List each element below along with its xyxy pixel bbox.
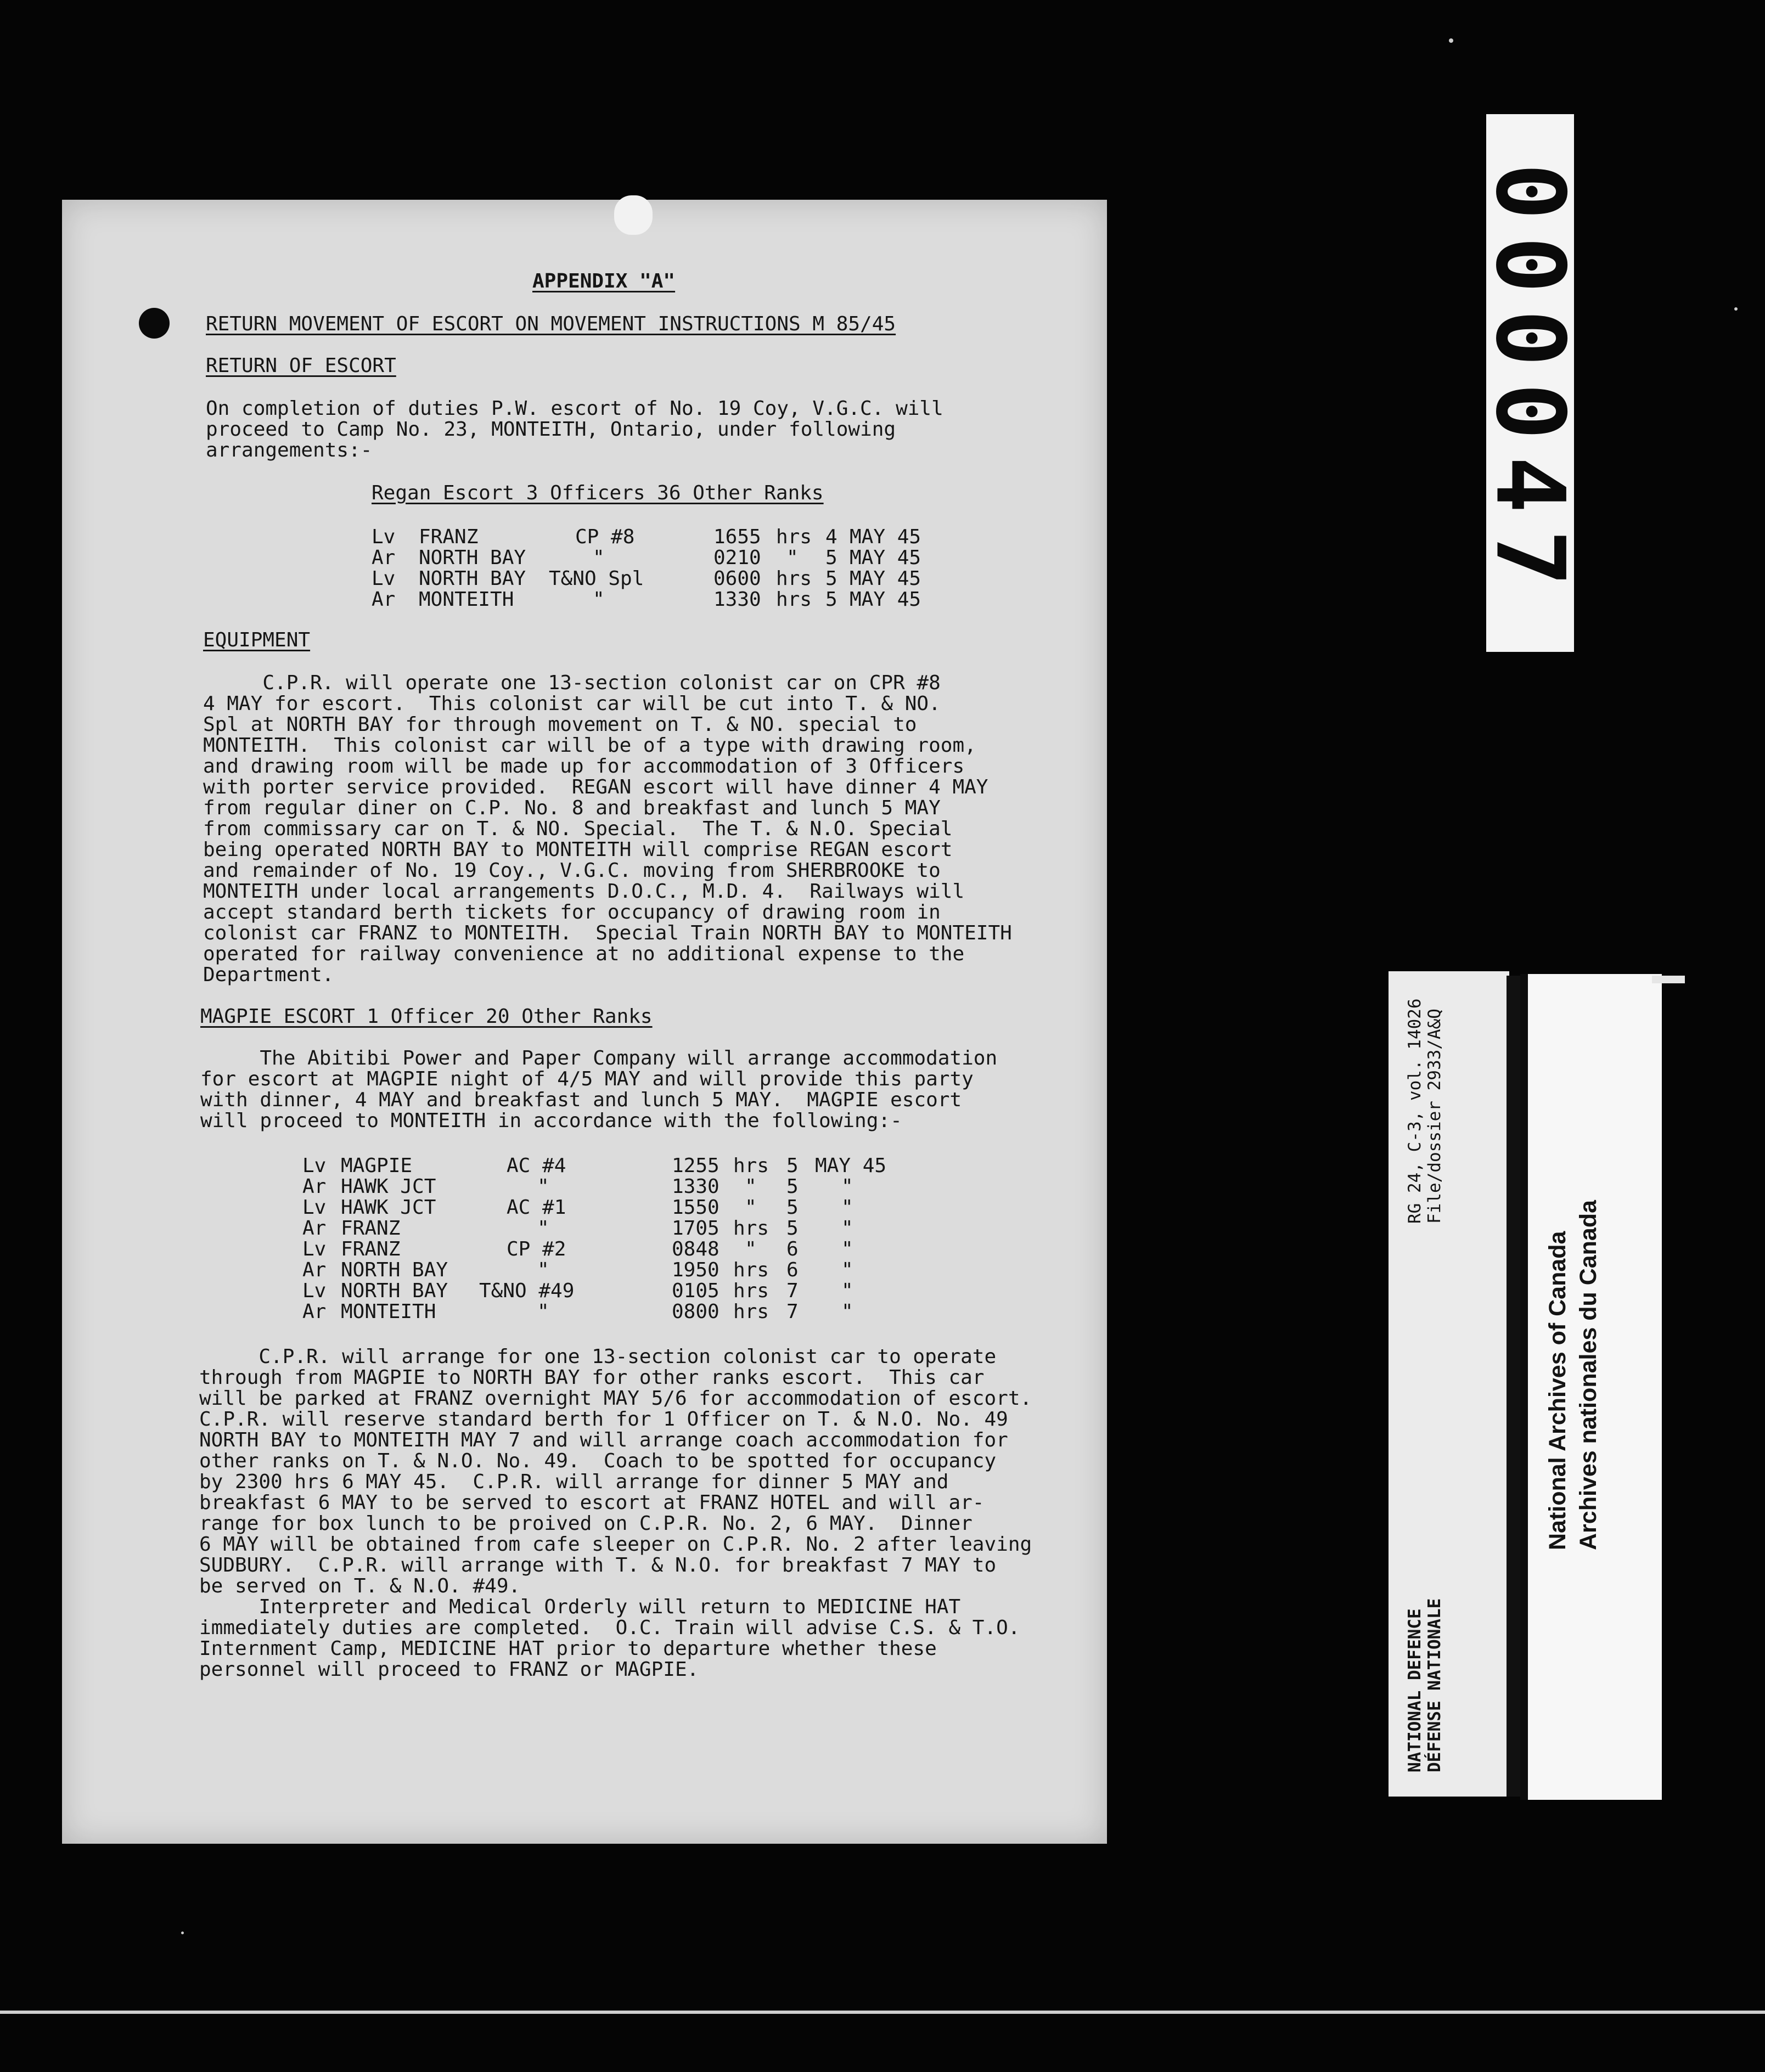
closing-line: range for box lunch to be proived on C.P.R. No. 2, 6 MAY. Dinner <box>199 1512 973 1535</box>
schedule-unit: hrs <box>733 1155 769 1177</box>
equipment-heading: EQUIPMENT <box>203 629 311 651</box>
schedule-unit: hrs <box>733 1217 769 1240</box>
schedule-direction: Ar <box>372 547 396 569</box>
schedule-month: " <box>841 1196 853 1219</box>
schedule-day: 5 <box>825 588 837 611</box>
equipment-line: with porter service provided. REGAN escort will have dinner 4 MAY <box>203 776 988 798</box>
document-page <box>62 200 1107 1844</box>
schedule-day: 5 <box>786 1175 799 1198</box>
schedule-direction: Ar <box>302 1217 327 1240</box>
closing-line: NORTH BAY to MONTEITH MAY 7 and will arrange coach accommodation for <box>199 1429 1008 1451</box>
frame-number-strip <box>1475 114 1586 652</box>
schedule-train: CP #8 <box>575 526 635 548</box>
schedule-station: FRANZ <box>341 1217 401 1240</box>
schedule-month: " <box>841 1300 853 1323</box>
equipment-line: operated for railway convenience at no additional expense to the <box>203 943 965 965</box>
punch-hole <box>139 308 170 339</box>
archive-name-fr: Archives nationales du Canada <box>1575 1200 1601 1550</box>
archive-name-en: National Archives of Canada <box>1544 1231 1571 1550</box>
schedule-time: 1255 <box>672 1155 720 1177</box>
archive-label-right <box>1520 974 1662 1800</box>
schedule-day: 5 <box>786 1155 799 1177</box>
schedule-station: NORTH BAY <box>341 1280 448 1302</box>
page-blot <box>614 195 653 235</box>
intro-line: arrangements:- <box>206 439 373 461</box>
schedule-unit: hrs <box>733 1300 769 1323</box>
closing-line: by 2300 hrs 6 MAY 45. C.P.R. will arrange for dinner 5 MAY and <box>199 1471 949 1493</box>
equipment-line: colonist car FRANZ to MONTEITH. Special Train NORTH BAY to MONTEITH <box>203 922 1012 944</box>
schedule-direction: Lv <box>372 567 396 590</box>
schedule-train: " <box>537 1300 549 1323</box>
equipment-line: from commissary car on T. & NO. Special. The T. & N.O. Special <box>203 818 953 840</box>
equipment-line: MONTEITH. This colonist car will be of a type with drawing room, <box>203 734 976 757</box>
schedule-station: MONTEITH <box>341 1300 436 1323</box>
schedule-train: AC #1 <box>507 1196 566 1219</box>
schedule-month: MAY 45 <box>850 588 921 611</box>
return-heading: RETURN OF ESCORT <box>206 354 396 377</box>
equipment-line: 4 MAY for escort. This colonist car will be cut into T. & NO. <box>203 692 941 715</box>
schedule-time: 1330 <box>672 1175 720 1198</box>
label-tab <box>1652 976 1685 983</box>
schedule-train: " <box>593 588 605 611</box>
schedule-time: 0800 <box>672 1300 720 1323</box>
closing-line: be served on T. & N.O. #49. <box>199 1575 521 1597</box>
schedule-day: 6 <box>786 1259 799 1281</box>
closing-line: 6 MAY will be obtained from cafe sleeper on C.P.R. No. 2 after leaving <box>199 1533 1032 1556</box>
schedule-unit: " <box>786 547 799 569</box>
closing-line: SUDBURY. C.P.R. will arrange with T. & N.O. for breakfast 7 MAY to <box>199 1554 997 1576</box>
schedule-time: 1655 <box>713 526 761 548</box>
frame-number: 000047 <box>1475 163 1586 603</box>
closing-line: will be parked at FRANZ overnight MAY 5/6 for accommodation of escort. <box>199 1387 1032 1410</box>
closing-line: Interpreter and Medical Orderly will return to MEDICINE HAT <box>199 1596 961 1618</box>
closing-line: immediately duties are completed. O.C. Train will advise C.S. & T.O. <box>199 1617 1020 1639</box>
schedule-direction: Ar <box>302 1259 327 1281</box>
schedule-train: AC #4 <box>507 1155 566 1177</box>
equipment-line: and drawing room will be made up for accommodation of 3 Officers <box>203 755 965 778</box>
magpie-line: for escort at MAGPIE night of 4/5 MAY and will provide this party <box>200 1068 974 1090</box>
film-speck <box>1449 38 1453 43</box>
schedule-month: MAY 45 <box>850 547 921 569</box>
schedule-train: " <box>537 1217 549 1240</box>
schedule-unit: " <box>745 1175 757 1198</box>
schedule-day: 5 <box>786 1217 799 1240</box>
schedule-day: 4 <box>825 526 837 548</box>
schedule-month: MAY 45 <box>850 567 921 590</box>
schedule-train: " <box>537 1175 549 1198</box>
schedule-station: NORTH BAY <box>419 547 526 569</box>
schedule-time: 0600 <box>713 567 761 590</box>
schedule-station: HAWK JCT <box>341 1175 436 1198</box>
schedule-station: HAWK JCT <box>341 1196 436 1219</box>
intro-line: On completion of duties P.W. escort of No. 19 Coy, V.G.C. will <box>206 397 943 420</box>
schedule-unit: hrs <box>776 526 812 548</box>
closing-line: C.P.R. will arrange for one 13-section colonist car to operate <box>199 1345 997 1368</box>
reference-line-1: RG 24, C-3, vol. 14026 <box>1405 998 1425 1224</box>
schedule-station: NORTH BAY <box>419 567 526 590</box>
schedule-day: 5 <box>825 567 837 590</box>
schedule-day: 7 <box>786 1280 799 1302</box>
dept-name-en: NATIONAL DEFENCE <box>1405 1608 1425 1772</box>
magpie-heading: MAGPIE ESCORT 1 Officer 20 Other Ranks <box>200 1005 653 1028</box>
film-edge-rule <box>0 2011 1765 2014</box>
schedule-day: 5 <box>786 1196 799 1219</box>
schedule-unit: " <box>745 1196 757 1219</box>
schedule-train: T&NO #49 <box>479 1280 575 1302</box>
schedule-unit: " <box>745 1238 757 1260</box>
schedule-time: 0848 <box>672 1238 720 1260</box>
schedule-train: T&NO Spl <box>549 567 644 590</box>
schedule-month: " <box>841 1280 853 1302</box>
schedule-month: " <box>841 1238 853 1260</box>
dept-name-fr: DÉFENSE NATIONALE <box>1425 1598 1444 1772</box>
schedule-station: NORTH BAY <box>341 1259 448 1281</box>
equipment-line: accept standard berth tickets for occupancy of drawing room in <box>203 901 941 924</box>
equipment-line: MONTEITH under local arrangements D.O.C., M.D. 4. Railways will <box>203 880 965 903</box>
regan-heading: Regan Escort 3 Officers 36 Other Ranks <box>372 482 824 504</box>
schedule-unit: hrs <box>776 588 812 611</box>
closing-line: C.P.R. will reserve standard berth for 1 Officer on T. & N.O. No. 49 <box>199 1408 1008 1431</box>
equipment-line: from regular diner on C.P. No. 8 and breakfast and lunch 5 MAY <box>203 797 941 819</box>
schedule-day: 5 <box>825 547 837 569</box>
schedule-direction: Lv <box>372 526 396 548</box>
reference-line-2: File/dossier 2933/A&Q <box>1425 1009 1444 1224</box>
schedule-month: MAY 45 <box>850 526 921 548</box>
label-divider-strip <box>1507 976 1522 1797</box>
schedule-day: 6 <box>786 1238 799 1260</box>
equipment-line: Spl at NORTH BAY for through movement on T. & NO. special to <box>203 713 917 736</box>
appendix-title: APPENDIX "A" <box>532 270 676 292</box>
schedule-station: FRANZ <box>419 526 479 548</box>
schedule-day: 7 <box>786 1300 799 1323</box>
schedule-direction: Ar <box>372 588 396 611</box>
schedule-unit: hrs <box>776 567 812 590</box>
schedule-time: 1950 <box>672 1259 720 1281</box>
equipment-line: being operated NORTH BAY to MONTEITH will comprise REGAN escort <box>203 838 953 861</box>
film-speck <box>1734 307 1738 311</box>
equipment-line: and remainder of No. 19 Coy., V.G.C. moving from SHERBROOKE to <box>203 859 941 882</box>
schedule-unit: hrs <box>733 1280 769 1302</box>
equipment-line: C.P.R. will operate one 13-section colonist car on CPR #8 <box>203 672 941 694</box>
closing-line: Internment Camp, MEDICINE HAT prior to departure whether these <box>199 1637 937 1660</box>
closing-line: through from MAGPIE to NORTH BAY for other ranks escort. This car <box>199 1366 985 1389</box>
film-speck <box>181 1932 184 1934</box>
schedule-month: " <box>841 1175 853 1198</box>
schedule-time: 1330 <box>713 588 761 611</box>
magpie-line: with dinner, 4 MAY and breakfast and lunch 5 MAY. MAGPIE escort <box>200 1089 962 1111</box>
main-heading: RETURN MOVEMENT OF ESCORT ON MOVEMENT INSTRUCTIONS M 85/45 <box>206 313 896 335</box>
schedule-month: " <box>841 1217 853 1240</box>
intro-line: proceed to Camp No. 23, MONTEITH, Ontario, under following <box>206 418 896 441</box>
schedule-time: 1550 <box>672 1196 720 1219</box>
closing-line: personnel will proceed to FRANZ or MAGPIE. <box>199 1658 699 1681</box>
closing-line: other ranks on T. & N.O. No. 49. Coach to be spotted for occupancy <box>199 1450 997 1472</box>
schedule-direction: Lv <box>302 1280 327 1302</box>
schedule-time: 1705 <box>672 1217 720 1240</box>
magpie-line: will proceed to MONTEITH in accordance with the following:- <box>200 1110 902 1132</box>
schedule-direction: Lv <box>302 1196 327 1219</box>
archive-label-left <box>1389 971 1509 1797</box>
schedule-time: 0210 <box>713 547 761 569</box>
schedule-station: MAGPIE <box>341 1155 413 1177</box>
schedule-unit: hrs <box>733 1259 769 1281</box>
schedule-direction: Lv <box>302 1238 327 1260</box>
schedule-train: " <box>537 1259 549 1281</box>
schedule-direction: Lv <box>302 1155 327 1177</box>
schedule-month: MAY 45 <box>815 1155 887 1177</box>
schedule-station: MONTEITH <box>419 588 514 611</box>
schedule-station: FRANZ <box>341 1238 401 1260</box>
schedule-month: " <box>841 1259 853 1281</box>
magpie-line: The Abitibi Power and Paper Company will arrange accommodation <box>200 1047 998 1069</box>
schedule-train: " <box>593 547 605 569</box>
schedule-direction: Ar <box>302 1175 327 1198</box>
schedule-time: 0105 <box>672 1280 720 1302</box>
schedule-train: CP #2 <box>507 1238 566 1260</box>
schedule-direction: Ar <box>302 1300 327 1323</box>
closing-line: breakfast 6 MAY to be served to escort at FRANZ HOTEL and will ar- <box>199 1491 985 1514</box>
equipment-line: Department. <box>203 964 334 986</box>
